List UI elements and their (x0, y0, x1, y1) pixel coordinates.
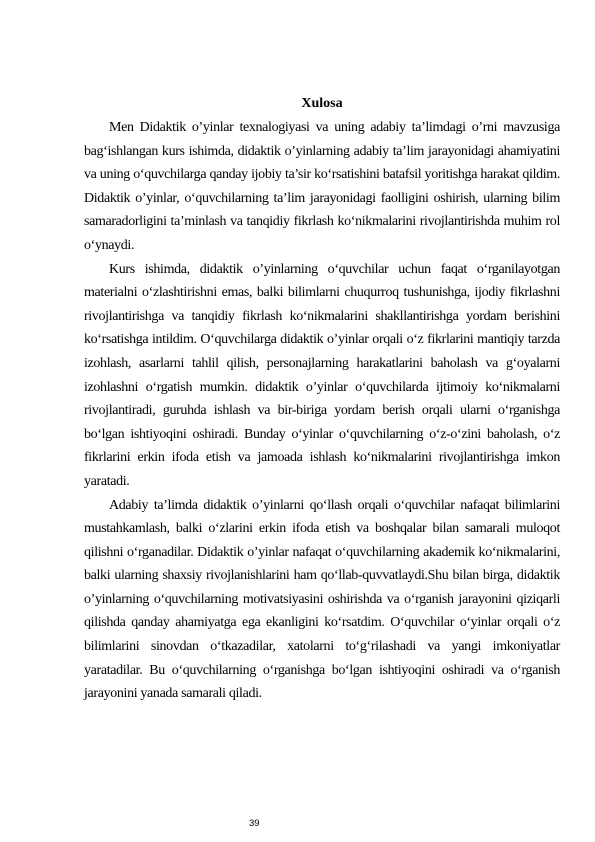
paragraph-2: Kurs ishimda, didaktik o’yinlarning o‘quvchilar uchun faqat o‘rganilayotgan materialni o‘zlashtirishni emas, balki bilimlarni chuqurroq tushunishga, ijodiy fikrlashni rivojlantirishga va tanqidiy fikrlash ko‘nikmalarini shakllantirishga yordam berishini ko‘rsatishga intildim. O‘quvchilarga didaktik o’yinlar orqali o‘z fikrlarini mantiqiy tarzda izohlash, asarlarni tahlil qilish, personajlarning harakatlarini baholash va g‘oyalarni izohlashni o‘rgatish mumkin. didaktik o’yinlar o‘quvchilarda ijtimoiy ko‘nikmalarni rivojlantiradi, guruhda ishlash va bir-biriga yordam berish orqali ularni o‘rganishga bo‘lgan ishtiyoqini oshiradi. Bunday o‘yinlar o‘quvchilarning o‘z-o‘zini baholash, o‘z fikrlarini erkin ifoda etish va jamoada ishlash ko‘nikmalarini rivojlantirishga imkon yaratadi. (84, 261, 560, 489)
section-title: Xulosa (301, 96, 343, 111)
paragraph-1: Men Didaktik o’yinlar texnalogiyasi va uning adabiy ta’limdagi o’rni mavzusiga bag‘ishlangan kurs ishimda, didaktik o’yinlarning adabiy ta’lim jarayonidagi ahamiyatini va uning o‘quvchilarga qanday ijobiy ta’sir ko‘rsatishini batafsil yoritishga harakat qildim. Didaktik o’yinlar, o‘quvchilarning ta’lim jarayonidagi faolligini oshirish, ularning bilim samaradorligini ta’minlash va tanqidiy fikrlash ko‘nikmalarini rivojlantirishda muhim rol o‘ynaydi. (84, 120, 560, 253)
page-number: 39 (249, 818, 260, 829)
paragraph-3: Adabiy ta’limda didaktik o’yinlarni qo‘llash orqali o‘quvchilar nafaqat bilimlarini mustahkamlash, balki o‘zlarini erkin ifoda etish va boshqalar bilan samarali muloqot qilishni o‘rganadilar. Didaktik o’yinlar nafaqat o‘quvchilarning akademik ko‘nikmalarini, balki ularning shaxsiy rivojlanishlarini ham qo‘llab-quvvatlaydi.Shu bilan birga, didaktik o’yinlarning o‘quvchilarning motivatsiyasini oshirishda va o‘rganish jarayonini qiziqarli qilishda qanday ahamiyatga ega ekanligini ko‘rsatdim. O‘quvchilar o‘yinlar orqali o‘z bilimlarini sinovdan o‘tkazadilar, xatolarni to‘g‘rilashadi va yangi imkoniyatlar yaratadilar. Bu o‘quvchilarning o‘rganishga bo‘lgan ishtiyoqini oshiradi va o‘rganish jarayonini yanada samarali qiladi. (84, 497, 560, 702)
page-content (84, 92, 560, 706)
